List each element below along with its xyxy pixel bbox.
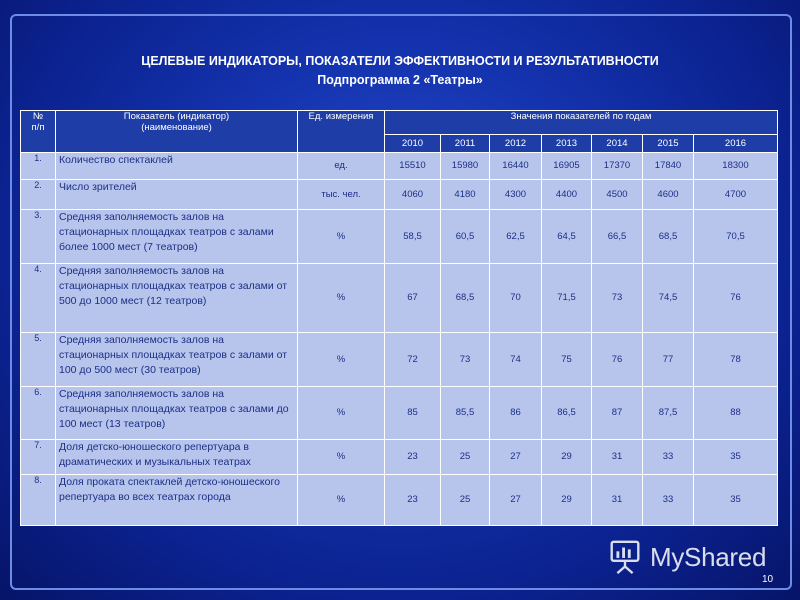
indicator-name: Число зрителей bbox=[56, 179, 298, 210]
value-cell-2012: 4300 bbox=[490, 179, 542, 210]
table-row bbox=[21, 333, 778, 386]
page-number: 10 bbox=[762, 574, 774, 585]
indicator-unit: % bbox=[298, 210, 385, 263]
title-line-2: Подпрограмма 2 «Театры» bbox=[317, 73, 483, 87]
value-cell-2012: 27 bbox=[490, 474, 542, 525]
value-cell-2010: 58,5 bbox=[385, 210, 441, 263]
indicator-name: Средняя заполняемость залов на стационарных площадках театров с залами от 100 до 500 мест (30 театров) bbox=[56, 333, 298, 386]
value-cell-2013: 29 bbox=[542, 439, 592, 474]
indicator-unit: тыс. чел. bbox=[298, 179, 385, 210]
value-cell-2012: 27 bbox=[490, 439, 542, 474]
value-cell-2013: 71,5 bbox=[542, 263, 592, 333]
indicator-name: Средняя заполняемость залов на стационарных площадках театров с залами до 100 мест (13 театров) bbox=[56, 386, 298, 439]
indicator-unit: % bbox=[298, 439, 385, 474]
year-header-2014: 2014 bbox=[592, 135, 643, 153]
row-number: 3. bbox=[21, 210, 56, 263]
table-row bbox=[21, 263, 778, 333]
value-cell-2010: 23 bbox=[385, 439, 441, 474]
value-cell-2016: 4700 bbox=[694, 179, 778, 210]
value-cell-2015: 74,5 bbox=[643, 263, 694, 333]
indicator-name: Средняя заполняемость залов на стационарных площадках театров с залами более 1000 мест (7 театров) bbox=[56, 210, 298, 263]
value-cell-2011: 73 bbox=[441, 333, 490, 386]
indicators-table bbox=[20, 110, 778, 526]
row-number: 4. bbox=[21, 263, 56, 333]
value-cell-2013: 29 bbox=[542, 474, 592, 525]
value-cell-2014: 17370 bbox=[592, 153, 643, 180]
value-cell-2011: 68,5 bbox=[441, 263, 490, 333]
row-number: 7. bbox=[21, 439, 56, 474]
value-cell-2016: 35 bbox=[694, 474, 778, 525]
row-number: 1. bbox=[21, 153, 56, 180]
value-cell-2010: 72 bbox=[385, 333, 441, 386]
value-cell-2014: 87 bbox=[592, 386, 643, 439]
value-cell-2010: 23 bbox=[385, 474, 441, 525]
value-cell-2016: 78 bbox=[694, 333, 778, 386]
indicator-unit: ед. bbox=[298, 153, 385, 180]
value-cell-2013: 16905 bbox=[542, 153, 592, 180]
myshared-logo bbox=[606, 537, 766, 577]
value-cell-2016: 88 bbox=[694, 386, 778, 439]
indicator-name: Средняя заполняемость залов на стационарных площадках театров с залами от 500 до 1000 мест (12 театров) bbox=[56, 263, 298, 333]
table-body bbox=[21, 153, 778, 526]
value-cell-2010: 4060 bbox=[385, 179, 441, 210]
header-values-by-year: Значения показателей по годам bbox=[385, 111, 778, 135]
value-cell-2015: 87,5 bbox=[643, 386, 694, 439]
row-number: 6. bbox=[21, 386, 56, 439]
value-cell-2015: 33 bbox=[643, 474, 694, 525]
slide-title bbox=[0, 52, 800, 90]
table-row bbox=[21, 210, 778, 263]
year-header-2010: 2010 bbox=[385, 135, 441, 153]
value-cell-2013: 64,5 bbox=[542, 210, 592, 263]
value-cell-2011: 25 bbox=[441, 439, 490, 474]
value-cell-2010: 67 bbox=[385, 263, 441, 333]
value-cell-2011: 25 bbox=[441, 474, 490, 525]
value-cell-2010: 15510 bbox=[385, 153, 441, 180]
value-cell-2011: 4180 bbox=[441, 179, 490, 210]
value-cell-2016: 76 bbox=[694, 263, 778, 333]
year-header-2016: 2016 bbox=[694, 135, 778, 153]
value-cell-2012: 70 bbox=[490, 263, 542, 333]
header-number-line2: п/п bbox=[31, 122, 45, 133]
value-cell-2011: 60,5 bbox=[441, 210, 490, 263]
value-cell-2012: 74 bbox=[490, 333, 542, 386]
indicator-unit: % bbox=[298, 333, 385, 386]
row-number: 2. bbox=[21, 179, 56, 210]
value-cell-2015: 68,5 bbox=[643, 210, 694, 263]
indicator-name: Количество спектаклей bbox=[56, 153, 298, 180]
value-cell-2013: 4400 bbox=[542, 179, 592, 210]
presentation-board-icon bbox=[606, 538, 644, 576]
indicator-unit: % bbox=[298, 263, 385, 333]
indicator-name: Доля детско-юношеского репертуара в драматических и музыкальных театрах bbox=[56, 439, 298, 474]
value-cell-2015: 4600 bbox=[643, 179, 694, 210]
table-row bbox=[21, 439, 778, 474]
value-cell-2016: 70,5 bbox=[694, 210, 778, 263]
indicator-unit: % bbox=[298, 386, 385, 439]
header-number bbox=[21, 111, 56, 153]
header-indicator: Показатель (индикатор) (наименование) bbox=[56, 111, 298, 153]
value-cell-2015: 33 bbox=[643, 439, 694, 474]
value-cell-2012: 16440 bbox=[490, 153, 542, 180]
value-cell-2012: 86 bbox=[490, 386, 542, 439]
header-number-line1: № bbox=[32, 111, 44, 122]
year-header-2011: 2011 bbox=[441, 135, 490, 153]
year-header-2015: 2015 bbox=[643, 135, 694, 153]
value-cell-2015: 17840 bbox=[643, 153, 694, 180]
value-cell-2010: 85 bbox=[385, 386, 441, 439]
value-cell-2013: 86,5 bbox=[542, 386, 592, 439]
row-number: 5. bbox=[21, 333, 56, 386]
value-cell-2014: 4500 bbox=[592, 179, 643, 210]
year-header-2012: 2012 bbox=[490, 135, 542, 153]
row-number: 8. bbox=[21, 474, 56, 525]
value-cell-2016: 35 bbox=[694, 439, 778, 474]
table-row bbox=[21, 386, 778, 439]
indicator-name: Доля проката спектаклей детско-юношеского репертуара во всех театрах города bbox=[56, 474, 298, 525]
value-cell-2011: 15980 bbox=[441, 153, 490, 180]
value-cell-2016: 18300 bbox=[694, 153, 778, 180]
value-cell-2014: 31 bbox=[592, 439, 643, 474]
value-cell-2015: 77 bbox=[643, 333, 694, 386]
value-cell-2013: 75 bbox=[542, 333, 592, 386]
logo-text: MyShared bbox=[650, 541, 767, 572]
value-cell-2014: 76 bbox=[592, 333, 643, 386]
table-row bbox=[21, 474, 778, 525]
indicator-unit: % bbox=[298, 474, 385, 525]
value-cell-2011: 85,5 bbox=[441, 386, 490, 439]
value-cell-2012: 62,5 bbox=[490, 210, 542, 263]
value-cell-2014: 73 bbox=[592, 263, 643, 333]
title-line-1: ЦЕЛЕВЫЕ ИНДИКАТОРЫ, ПОКАЗАТЕЛИ ЭФФЕКТИВНОСТИ И РЕЗУЛЬТАТИВНОСТИ bbox=[141, 54, 659, 68]
table-row bbox=[21, 153, 778, 180]
value-cell-2014: 66,5 bbox=[592, 210, 643, 263]
year-header-2013: 2013 bbox=[542, 135, 592, 153]
header-unit: Ед. измерения bbox=[298, 111, 385, 153]
table-row bbox=[21, 179, 778, 210]
value-cell-2014: 31 bbox=[592, 474, 643, 525]
